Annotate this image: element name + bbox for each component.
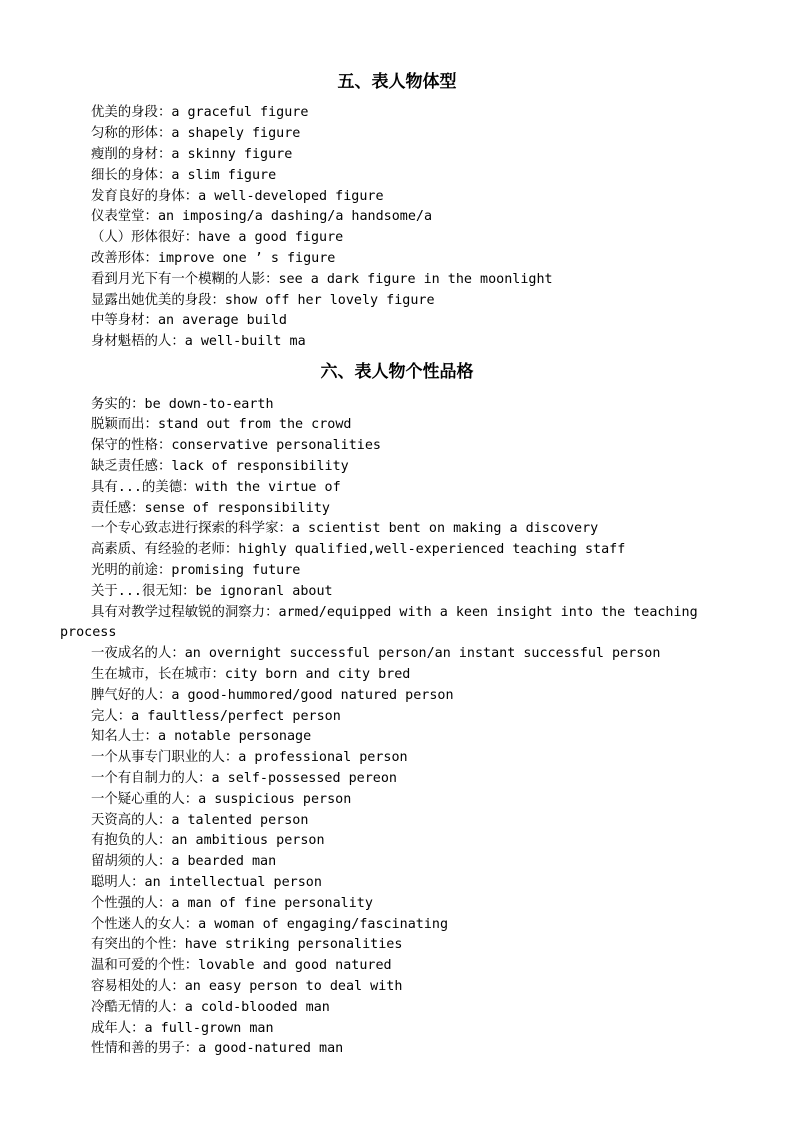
section-5-line: 显露出她优美的身段：show off her lovely figure	[91, 293, 435, 308]
section-5-line: 细长的身体：a slim figure	[91, 168, 277, 183]
section-6-line: process	[60, 625, 117, 640]
section-6-line: 有突出的个性：have striking personalities	[91, 937, 403, 952]
section-6-line: 个性强的人：a man of fine personality	[91, 896, 373, 911]
section-6-line: 高素质、有经验的老师：highly qualified,well-experienced teaching staff	[91, 542, 626, 557]
section-6-line: 缺乏责任感：lack of responsibility	[91, 459, 349, 474]
section-6-line: 性情和善的男子：a good-natured man	[91, 1041, 344, 1056]
section-6-line: 关于...很无知：be ignoranl about	[91, 584, 333, 599]
section-6-line: 脱颖而出：stand out from the crowd	[91, 417, 352, 432]
section-6-line: 有抱负的人：an ambitious person	[91, 833, 325, 848]
section-6-line: 温和可爱的个性：lovable and good natured	[91, 958, 392, 973]
section-6-line: 冷酷无情的人：a cold-blooded man	[91, 1000, 330, 1015]
section-6-line: 天资高的人：a talented person	[91, 813, 309, 828]
section-5-line: 改善形体：improve one ’ s figure	[91, 251, 336, 266]
section-6-line: 脾气好的人：a good-hummored/good natured person	[91, 688, 454, 703]
section-5-line: （人）形体很好：have a good figure	[91, 230, 344, 245]
section-6-line: 保守的性格：conservative personalities	[91, 438, 381, 453]
section-6-line: 个性迷人的女人：a woman of engaging/fascinating	[91, 917, 449, 932]
section-5-line: 优美的身段：a graceful figure	[91, 105, 309, 120]
section-6-title: 六、表人物个性品格	[320, 362, 474, 382]
section-6-line: 务实的：be down-to-earth	[91, 397, 274, 412]
section-6-line: 责任感：sense of responsibility	[91, 501, 330, 516]
section-5-title: 五、表人物体型	[337, 72, 457, 92]
section-6-line: 一个从事专门职业的人：a professional person	[91, 750, 408, 765]
section-5-line: 仪表堂堂：an imposing/a dashing/a handsome/a	[91, 209, 433, 224]
section-6-line: 完人：a faultless/perfect person	[91, 709, 341, 724]
section-5-line: 匀称的形体：a shapely figure	[91, 126, 301, 141]
section-6-line: 光明的前途：promising future	[91, 563, 301, 578]
section-6-line: 一夜成名的人：an overnight successful person/an instant successful person	[91, 646, 661, 661]
section-5-line: 中等身材：an average build	[91, 313, 287, 328]
section-6-line: 具有...的美德：with the virtue of	[91, 480, 341, 495]
section-6-line: 一个疑心重的人：a suspicious person	[91, 792, 352, 807]
section-6-line: 生在城市，长在城市：city born and city bred	[91, 667, 411, 682]
section-5-line: 发育良好的身体：a well-developed figure	[91, 189, 384, 204]
section-6-line: 知名人士：a notable personage	[91, 729, 312, 744]
section-6-line: 一个有自制力的人：a self-possessed pereon	[91, 771, 397, 786]
section-6-line: 成年人：a full-grown man	[91, 1021, 274, 1036]
section-6-line: 容易相处的人：an easy person to deal with	[91, 979, 403, 994]
section-5-line: 瘦削的身材：a skinny figure	[91, 147, 293, 162]
section-6-line: 聪明人：an intellectual person	[91, 875, 322, 890]
section-5-line: 身材魁梧的人：a well-built ma	[91, 334, 306, 349]
section-6-line: 留胡须的人：a bearded man	[91, 854, 277, 869]
section-6-line: 一个专心致志进行探索的科学家：a scientist bent on making a discovery	[91, 521, 599, 536]
section-5-line: 看到月光下有一个模糊的人影：see a dark figure in the moonlight	[91, 272, 553, 287]
section-6-line: 具有对教学过程敏锐的洞察力：armed/equipped with a keen insight into the teaching	[91, 605, 698, 620]
